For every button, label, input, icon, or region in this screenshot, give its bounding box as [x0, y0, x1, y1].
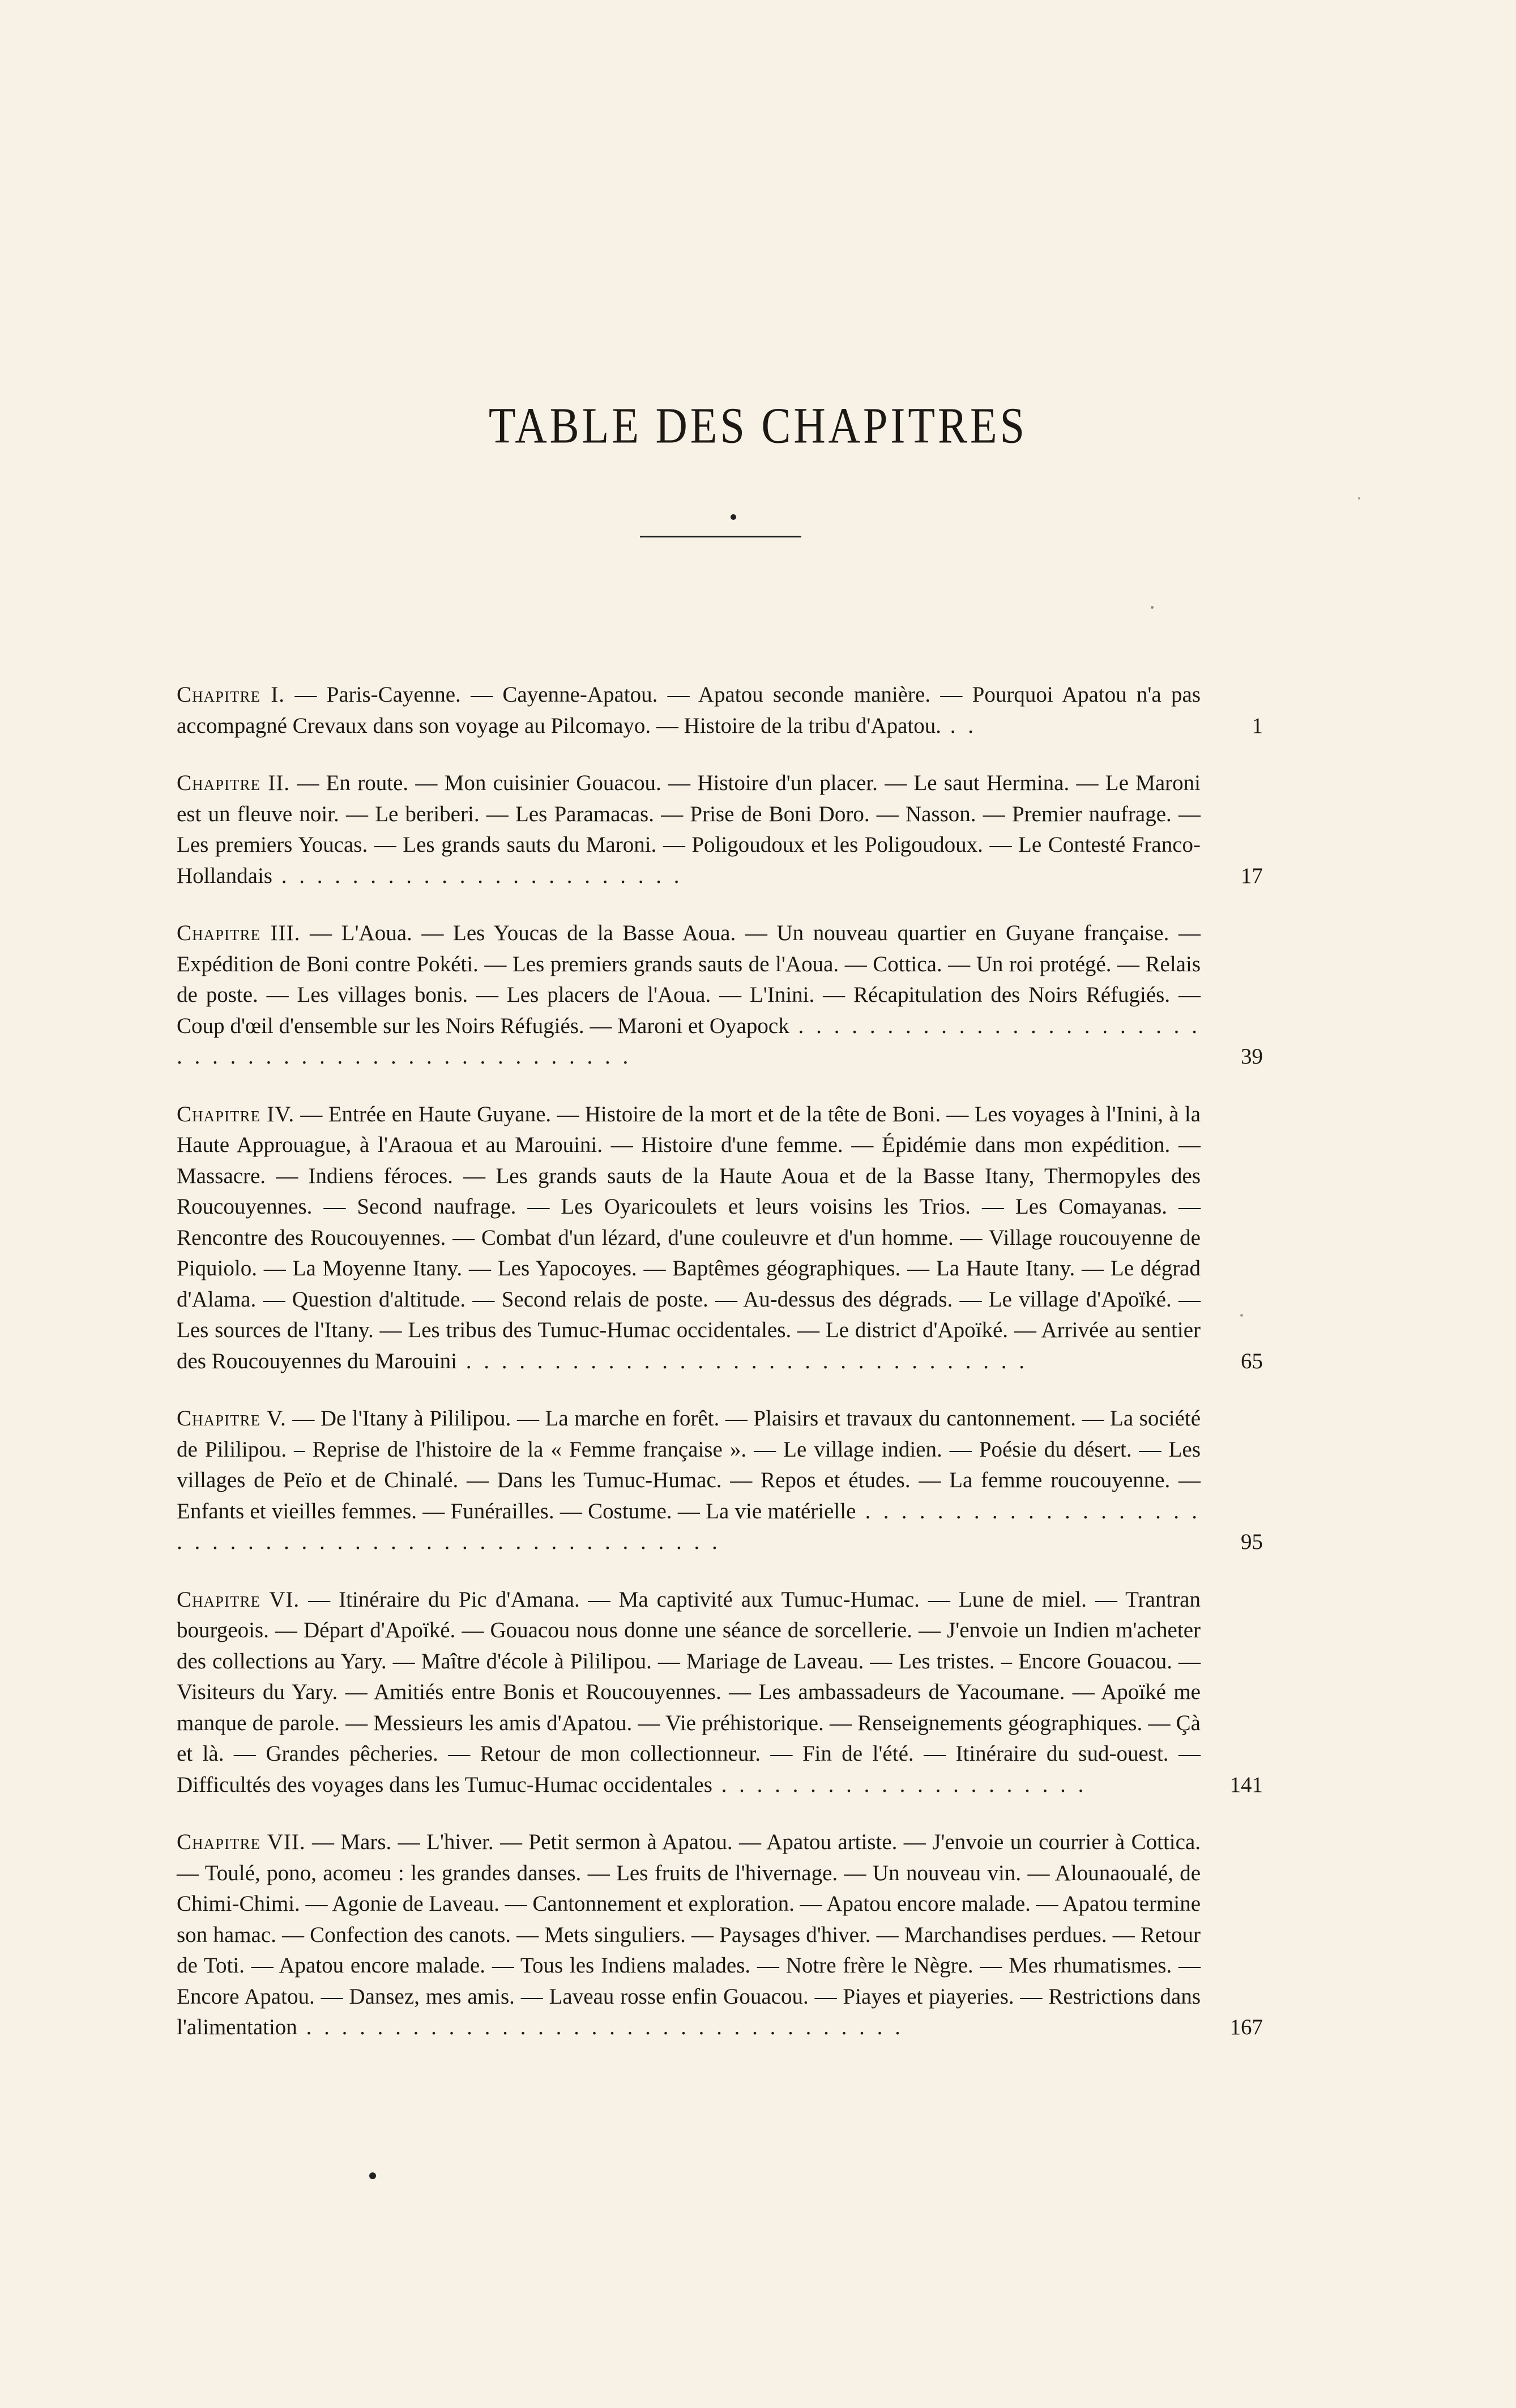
title-rule [640, 536, 801, 537]
chapter-label: Chapitre II. [177, 771, 291, 795]
page-title: TABLE DES CHAPITRES [488, 397, 1028, 454]
chapter-summary: — Itinéraire du Pic d'Amana. — Ma captivité aux Tumuc-Humac. — Lune de miel. — Trantran bourgeois. — Départ d'Apoïké. — Gouacou nous donne une séance de sorcellerie. — J'envoie un Indien m'acheter des collections au Yary. — Maître d'école à Pililipou. — Mariage de Laveau. — Les tristes. – Encore Gouacou. — Visiteurs du Yary. — Amitiés entre Bonis et Roucouyennes. — Les ambassadeurs de Yacoumane. — Apoïké me manque de parole. — Messieurs les amis d'Apatou. — Vie préhistorique. — Renseignements géographiques. — Çà et là. — Grandes pêcheries. — Retour de mon collectionneur. — Fin de l'été. — Itinéraire du sud-ouest. — Difficultés des voyages dans les Tumuc-Humac occidentales [177, 1587, 1201, 1797]
chapter-summary: — De l'Itany à Pililipou. — La marche en forêt. — Plaisirs et travaux du cantonnement. — La société de Pililipou. – Reprise de l'histoire de la « Femme française ». — Le village indien. — Poésie du désert. — Les villages de Peïo et de Chinalé. — Dans les Tumuc-Humac. — Repos et études. — La femme roucouyenne. — Enfants et vieilles femmes. — Funérailles. — Costume. — La vie matérielle [177, 1406, 1201, 1523]
toc-entry-body [177, 918, 1263, 1073]
page-number: 95 [1241, 1530, 1263, 1554]
chapter-label: Chapitre III. [177, 921, 301, 945]
toc-entry-body [177, 1827, 1263, 2043]
ink-speck [369, 2172, 376, 2179]
dot-leader: . . . . . . . . . . . . . . . . . . . . . [712, 1772, 1087, 1797]
chapter-summary: — Paris-Cayenne. — Cayenne-Apatou. — Apatou seconde manière. — Pourquoi Apatou n'a pas accompagné Crevaux dans son voyage au Pilcomayo. — Histoire de la tribu d'Apatou. [177, 682, 1201, 738]
page-number: 1 [1252, 713, 1263, 738]
chapter-summary: — Mars. — L'hiver. — Petit sermon à Apatou. — Apatou artiste. — J'envoie un courrier à Cottica. — Toulé, pono, acomeu : les grandes danses. — Les fruits de l'hivernage. — Un nouveau vin. — Alounaoualé, de Chimi-Chimi. — Agonie de Laveau. — Cantonnement et exploration. — Apatou encore malade. — Apatou termine son hamac. — Confection des canots. — Mets singuliers. — Paysages d'hiver. — Marchandises perdues. — Retour de Toti. — Apatou encore malade. — Tous les Indiens malades. — Notre frère le Nègre. — Mes rhumatismes. — Encore Apatou. — Dansez, mes amis. — Laveau rosse enfin Gouacou. — Piayes et piayeries. — Restrictions dans l'alimentation [177, 1830, 1201, 2039]
page-number: 17 [1241, 863, 1263, 888]
ornament-dot [731, 514, 736, 520]
table-of-contents [177, 680, 1263, 2070]
ink-speck [1151, 606, 1154, 609]
toc-entry-chapter-6 [177, 1585, 1263, 1801]
toc-entry-chapter-4 [177, 1099, 1263, 1377]
chapter-label: Chapitre V. [177, 1406, 287, 1431]
chapter-label: Chapitre IV. [177, 1101, 295, 1126]
dot-leader: . . . . . . . . . . . . . . . . . . . . . . . . . . . . . . . . . . . . . . . . . . . . . . . . . . [177, 1498, 1201, 1554]
dot-leader: . . . . . . . . . . . . . . . . . . . . . . . . . . . . . . . . . . . . . . . . . . . . . . . . . [177, 1013, 1201, 1069]
toc-entry-body [177, 768, 1263, 891]
toc-entry-chapter-3 [177, 918, 1263, 1073]
toc-entry-body [177, 1403, 1263, 1558]
chapter-label: Chapitre VII. [177, 1830, 306, 1854]
ink-speck [1240, 1314, 1243, 1317]
toc-entry-chapter-1 [177, 680, 1263, 741]
toc-entry-chapter-2 [177, 768, 1263, 891]
dot-leader: . . . . . . . . . . . . . . . . . . . . . . . . . . . . . . . . [457, 1348, 1028, 1373]
chapter-label: Chapitre I. [177, 682, 285, 707]
chapter-summary: — En route. — Mon cuisinier Gouacou. — Histoire d'un placer. — Le saut Hermina. — Le Maroni est un fleuve noir. — Le beriberi. — Les Paramacas. — Prise de Boni Doro. — Nasson. — Premier naufrage. — Les premiers Youcas. — Les grands sauts du Maroni. — Poligoudoux et les Poligoudoux. — Le Contesté Franco-Hollandais [177, 771, 1201, 888]
chapter-summary: — L'Aoua. — Les Youcas de la Basse Aoua. — Un nouveau quartier en Guyane française. — Expédition de Boni contre Pokéti. — Les premiers grands sauts de l'Aoua. — Cottica. — Un roi protégé. — Relais de poste. — Les villages bonis. — Les placers de l'Aoua. — L'Inini. — Récapitulation des Noirs Réfugiés. — Coup d'œil d'ensemble sur les Noirs Réfugiés. — Maroni et Oyapock [177, 921, 1201, 1038]
chapter-summary: — Entrée en Haute Guyane. — Histoire de la mort et de la tête de Boni. — Les voyages à l'Inini, à la Haute Approuague, à l'Araoua et au Marouini. — Histoire d'une femme. — Épidémie dans mon expédition. — Massacre. — Indiens féroces. — Les grands sauts de la Haute Aoua et de la Basse Itany, Thermopyles des Roucouyennes. — Second naufrage. — Les Oyaricoulets et leurs voisins les Trios. — Les Comayanas. — Rencontre des Roucouyennes. — Combat d'un lézard, d'une couleuvre et d'un homme. — Village roucouyenne de Piquiolo. — La Moyenne Itany. — Les Yapocoyes. — Baptêmes géographiques. — La Haute Itany. — Le dégrad d'Alama. — Question d'altitude. — Second relais de poste. — Au-dessus des dégrads. — Le village d'Apoïké. — Les sources de l'Itany. — Les tribus des Tumuc-Humac occidentales. — Le district d'Apoïké. — Arrivée au sentier des Roucouyennes du Marouini [177, 1101, 1201, 1373]
toc-entry-body [177, 1585, 1263, 1801]
page-number: 65 [1241, 1348, 1263, 1373]
chapter-label: Chapitre VI. [177, 1587, 300, 1612]
dot-leader: . . [941, 713, 977, 738]
page-number: 141 [1229, 1772, 1263, 1797]
page-number: 39 [1241, 1044, 1263, 1069]
toc-entry-chapter-7 [177, 1827, 1263, 2043]
dot-leader: . . . . . . . . . . . . . . . . . . . . . . . . . . . . . . . . . . [297, 2015, 904, 2039]
dot-leader: . . . . . . . . . . . . . . . . . . . . . . . [272, 863, 683, 888]
toc-entry-chapter-5 [177, 1403, 1263, 1558]
ink-speck [1358, 497, 1360, 499]
toc-entry-body [177, 680, 1263, 741]
page-number: 167 [1229, 2015, 1263, 2039]
toc-entry-body [177, 1099, 1263, 1377]
